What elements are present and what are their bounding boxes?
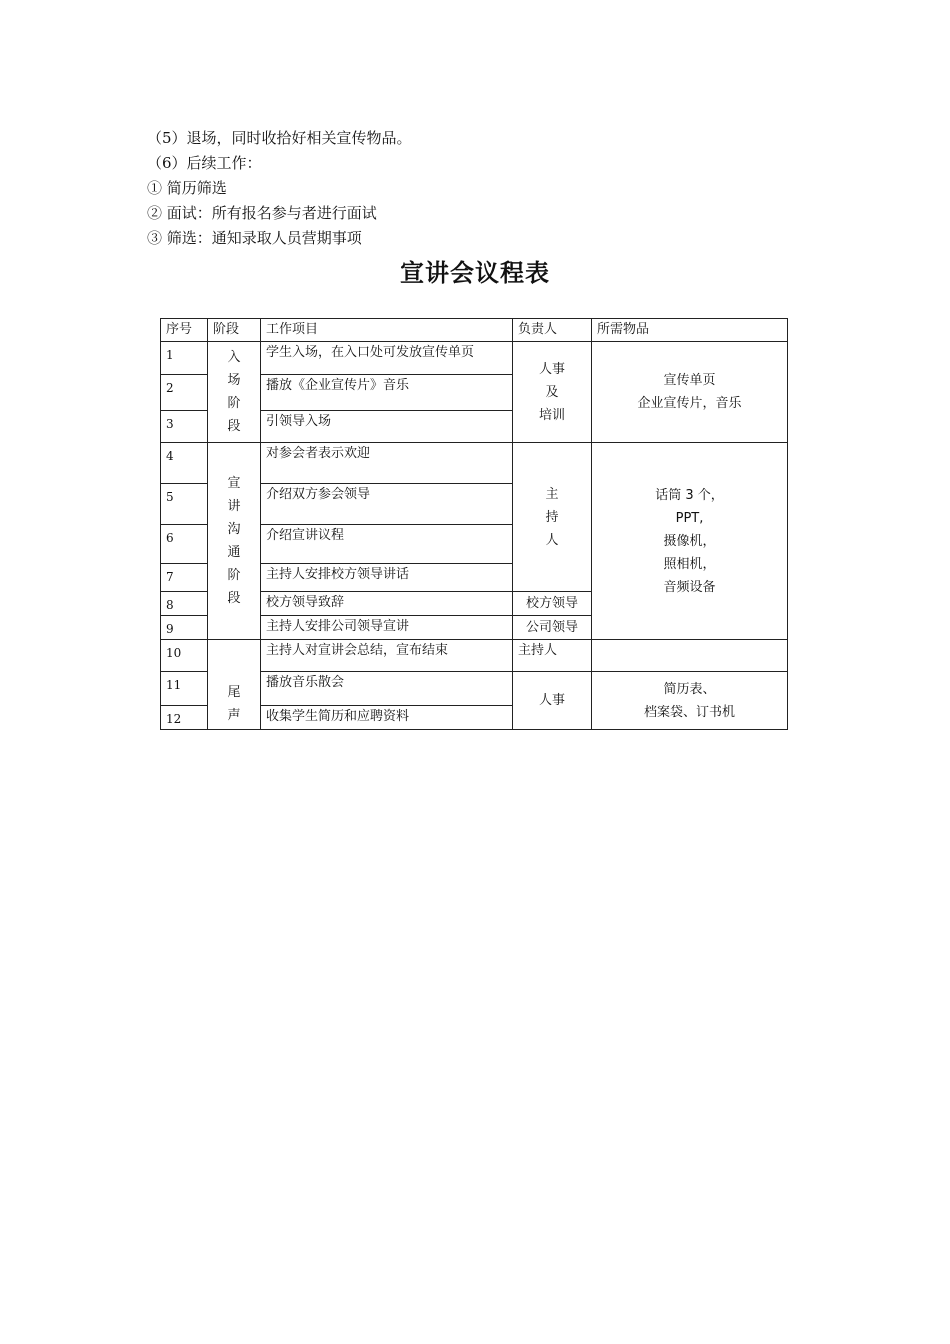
owner-char: 持 [545, 509, 559, 525]
row-number: 11 [161, 672, 208, 706]
supplies-empty [592, 640, 788, 672]
header-task: 工作项目 [261, 319, 513, 342]
owner-entry [513, 342, 592, 443]
intro-line: ② 面试：所有报名参与者进行面试 [147, 204, 377, 222]
stage-char: 沟 [227, 522, 241, 537]
supplies-entry [592, 342, 788, 443]
table-row [161, 640, 788, 672]
header-stage: 阶段 [208, 319, 261, 342]
supply-item: 照相机， [663, 556, 716, 572]
row-number: 9 [161, 616, 208, 640]
task-cell: 主持人安排校方领导讲话 [261, 564, 513, 592]
row-number: 2 [161, 375, 208, 411]
owner-char: 培训 [538, 407, 565, 423]
stage-entry [208, 342, 261, 443]
task-cell: 引领导入场 [261, 411, 513, 443]
supplies-talk [592, 443, 788, 640]
supply-item: 简历表、 [663, 681, 716, 697]
task-cell: 主持人安排公司领导宣讲 [261, 616, 513, 640]
stage-char: 阶 [227, 396, 241, 411]
header-owner: 负责人 [513, 319, 592, 342]
owner-hr: 人事 [513, 672, 592, 730]
stage-char: 宣 [227, 476, 241, 491]
table-header-row [161, 319, 788, 342]
task-cell: 校方领导致辞 [261, 592, 513, 616]
task-cell: 介绍双方参会领导 [261, 484, 513, 525]
row-number: 5 [161, 484, 208, 525]
row-number: 6 [161, 525, 208, 564]
stage-char: 阶 [227, 568, 241, 583]
supply-item: 音频设备 [663, 579, 716, 595]
row-number: 1 [161, 342, 208, 375]
task-cell: 学生入场，在入口处可发放宣传单页 [261, 342, 513, 375]
stage-char: 尾 [227, 684, 241, 700]
task-cell: 对参会者表示欢迎 [261, 443, 513, 484]
row-number: 4 [161, 443, 208, 484]
row-number: 3 [161, 411, 208, 443]
task-cell: 播放音乐散会 [261, 672, 513, 706]
task-cell: 收集学生简历和应聘资料 [261, 706, 513, 730]
table-row [161, 443, 788, 484]
task-cell: 主持人对宣讲会总结，宣布结束 [261, 640, 513, 672]
supply-item: PPT, [675, 510, 704, 526]
intro-notes [147, 126, 412, 251]
row-number: 7 [161, 564, 208, 592]
owner-char: 人 [545, 532, 559, 548]
owner-char: 人事 [538, 361, 565, 377]
supply-item: 摄像机， [663, 533, 716, 549]
stage-char: 段 [227, 419, 241, 434]
stage-talk [208, 443, 261, 640]
header-no: 序号 [161, 319, 208, 342]
row-number: 10 [161, 640, 208, 672]
owner-host [513, 443, 592, 592]
owner-school: 校方领导 [513, 592, 592, 616]
row-number: 8 [161, 592, 208, 616]
supplies-end [592, 672, 788, 730]
intro-line: ③ 筛选：通知录取人员营期事项 [147, 229, 362, 247]
task-cell: 播放《企业宣传片》音乐 [261, 375, 513, 411]
owner-char: 主 [545, 486, 559, 502]
stage-char: 声 [227, 707, 241, 723]
supply-item: 企业宣传片，音乐 [637, 396, 742, 411]
stage-char: 讲 [227, 499, 241, 514]
owner-company: 公司领导 [513, 616, 592, 640]
header-supplies: 所需物品 [592, 319, 788, 342]
stage-char: 入 [227, 350, 241, 365]
stage-char: 通 [227, 545, 241, 560]
stage-end [208, 640, 261, 730]
intro-line: （5）退场，同时收拾好相关宣传物品。 [147, 129, 412, 147]
stage-char: 场 [227, 373, 241, 388]
intro-line: ① 简历筛选 [147, 179, 227, 197]
page-title: 宣讲会议程表 [400, 258, 550, 287]
owner-host-short: 主持人 [513, 640, 592, 672]
intro-line: （6）后续工作： [147, 154, 262, 172]
stage-char: 段 [227, 591, 241, 606]
table-row [161, 342, 788, 375]
supply-item: 档案袋、订书机 [643, 704, 735, 720]
owner-char: 及 [545, 384, 559, 400]
supply-item: 话筒 3 个， [655, 487, 724, 503]
row-number: 12 [161, 706, 208, 730]
task-cell: 介绍宣讲议程 [261, 525, 513, 564]
supply-item: 宣传单页 [663, 373, 716, 388]
agenda-table [160, 318, 788, 730]
